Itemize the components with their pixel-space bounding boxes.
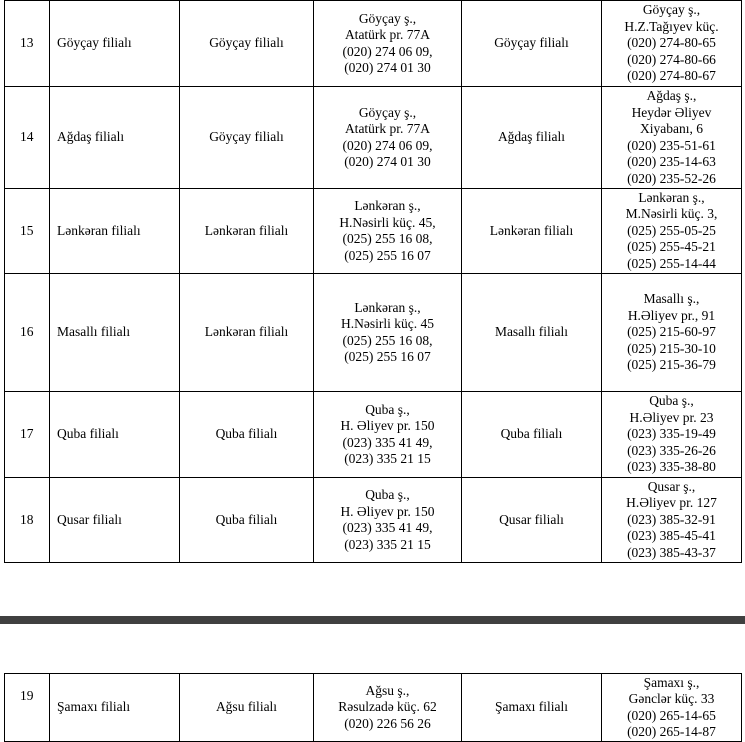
regional-branch: Quba filialı	[180, 478, 314, 563]
regional-address	[314, 87, 462, 189]
row-number: 15	[5, 189, 50, 274]
address-line: (025) 215-36-79	[627, 357, 716, 373]
address-line: M.Nəsirli küç. 3,	[625, 206, 718, 222]
table-row	[5, 189, 742, 274]
address-line: Atatürk pr. 77A	[344, 121, 431, 136]
address-line: (025) 255 16 07	[344, 349, 431, 364]
row-number: 19	[5, 674, 50, 742]
service-branch: Quba filialı	[462, 392, 602, 478]
address-line: (023) 335 41 49,	[342, 520, 433, 535]
service-branch: Ağdaş filialı	[462, 87, 602, 189]
address-line: (023) 335 41 49,	[342, 434, 433, 450]
address-line: Lənkəran ş.,	[354, 299, 421, 315]
regional-address	[314, 274, 462, 392]
service-address	[602, 87, 742, 189]
address-line: (020) 235-52-26	[627, 170, 716, 186]
branch-name: Masallı filialı	[50, 274, 180, 392]
address-line: Quba ş.,	[365, 487, 410, 502]
regional-branch: Lənkəran filialı	[180, 274, 314, 392]
address-line: H. Əliyev pr. 150	[340, 418, 435, 433]
address-line: (023) 385-32-91	[627, 511, 716, 527]
row-number: 14	[5, 87, 50, 189]
address-line: (025) 255-05-25	[627, 222, 716, 238]
address-line: (020) 235-51-61	[627, 137, 716, 153]
address-line: (020) 274-80-65	[627, 35, 716, 51]
page-divider	[0, 616, 745, 624]
row-number: 18	[5, 478, 50, 563]
address-line: (025) 255 16 08,	[342, 332, 433, 348]
address-line: (025) 215-60-97	[627, 324, 716, 340]
regional-branch: Lənkəran filialı	[180, 189, 314, 274]
service-address	[602, 674, 742, 742]
address-line: Lənkəran ş.,	[354, 198, 421, 213]
address-line: (025) 255 16 08,	[342, 231, 433, 246]
branches-table-top-body	[5, 1, 742, 563]
address-line: (023) 335-38-80	[627, 459, 716, 475]
regional-address	[314, 674, 462, 742]
branch-name: Ağdaş filialı	[50, 87, 180, 189]
address-line: Masallı ş.,	[643, 291, 700, 307]
regional-branch: Göyçay filialı	[180, 87, 314, 189]
regional-branch: Ağsu filialı	[180, 674, 314, 742]
address-line: Göyçay ş.,	[358, 10, 417, 26]
address-line: (023) 335-26-26	[627, 442, 716, 458]
service-address	[602, 189, 742, 274]
address-line: (020) 235-14-63	[627, 154, 716, 169]
address-line: (023) 335 21 15	[344, 536, 431, 552]
address-line: H.Nəsirli küç. 45	[341, 316, 434, 331]
address-line: (023) 335 21 15	[344, 451, 431, 466]
branch-name: Quba filialı	[50, 392, 180, 478]
address-line: H.Əliyev pr., 91	[627, 307, 716, 323]
address-line: (020) 226 56 26	[344, 715, 431, 731]
service-branch: Şamaxı filialı	[462, 674, 602, 742]
address-line: Qusar ş.,	[647, 478, 696, 494]
address-line: Atatürk pr. 77A	[344, 27, 431, 42]
branch-name: Lənkəran filialı	[50, 189, 180, 274]
address-line: H.Əliyev pr. 23	[629, 409, 714, 425]
address-line: Lənkəran ş.,	[638, 189, 705, 205]
address-line: (020) 274-80-66	[627, 51, 716, 67]
address-line: Ağsu ş.,	[365, 682, 410, 698]
regional-address	[314, 189, 462, 274]
branches-table-bottom-body	[5, 674, 742, 742]
branch-name: Göyçay filialı	[50, 1, 180, 87]
table-row	[5, 274, 742, 392]
address-line: H. Əliyev pr. 150	[340, 503, 435, 519]
address-line: (020) 274 06 09,	[342, 137, 433, 153]
service-address	[602, 1, 742, 87]
address-line: (025) 255-14-44	[627, 255, 716, 271]
address-line: (025) 255 16 07	[344, 247, 431, 263]
address-line: (025) 255-45-21	[627, 239, 716, 255]
address-line: Heydər Əliyev	[631, 104, 712, 120]
table-row	[5, 478, 742, 563]
address-line: Gənclər küç. 33	[628, 691, 715, 706]
address-line: (023) 385-45-41	[627, 528, 716, 544]
regional-address	[314, 1, 462, 87]
address-line: H.Əliyev pr. 127	[626, 495, 717, 511]
service-address	[602, 274, 742, 392]
address-line: (020) 265-14-65	[627, 707, 716, 723]
address-line: (020) 274 01 30	[344, 154, 431, 169]
service-branch: Qusar filialı	[462, 478, 602, 563]
row-number: 17	[5, 392, 50, 478]
address-line: (020) 274-80-67	[627, 68, 716, 84]
regional-address	[314, 392, 462, 478]
regional-branch: Quba filialı	[180, 392, 314, 478]
service-branch: Göyçay filialı	[462, 1, 602, 87]
service-branch: Lənkəran filialı	[462, 189, 602, 274]
address-line: Göyçay ş.,	[358, 104, 417, 120]
address-line: Ağdaş ş.,	[646, 88, 697, 103]
row-number: 16	[5, 274, 50, 392]
service-address	[602, 478, 742, 563]
address-line: Rəsulzadə küç. 62	[338, 699, 437, 715]
address-line: Quba ş.,	[365, 401, 410, 417]
table-row	[5, 1, 742, 87]
row-number: 13	[5, 1, 50, 87]
address-line: (023) 335-19-49	[627, 426, 716, 442]
service-branch: Masallı filialı	[462, 274, 602, 392]
address-line: H.Nəsirli küç. 45,	[339, 214, 436, 230]
branches-table-top	[4, 0, 742, 563]
address-line: (023) 385-43-37	[627, 544, 716, 560]
service-address	[602, 392, 742, 478]
address-line: (025) 215-30-10	[627, 340, 716, 356]
table-row	[5, 87, 742, 189]
table-row	[5, 674, 742, 742]
table-row	[5, 392, 742, 478]
address-line: (020) 274 01 30	[344, 60, 431, 75]
address-line: (020) 274 06 09,	[342, 43, 433, 59]
address-line: Şamaxı ş.,	[643, 674, 700, 690]
address-line: Xiyabanı, 6	[640, 121, 703, 136]
address-line: Göyçay ş.,	[642, 2, 701, 18]
branch-name: Qusar filialı	[50, 478, 180, 563]
regional-address	[314, 478, 462, 563]
address-line: (020) 265-14-87	[627, 724, 716, 739]
regional-branch: Göyçay filialı	[180, 1, 314, 87]
branches-table-bottom	[4, 673, 742, 742]
address-line: H.Z.Tağıyev küç.	[624, 18, 719, 34]
branch-name: Şamaxı filialı	[50, 674, 180, 742]
address-line: Quba ş.,	[649, 393, 694, 409]
